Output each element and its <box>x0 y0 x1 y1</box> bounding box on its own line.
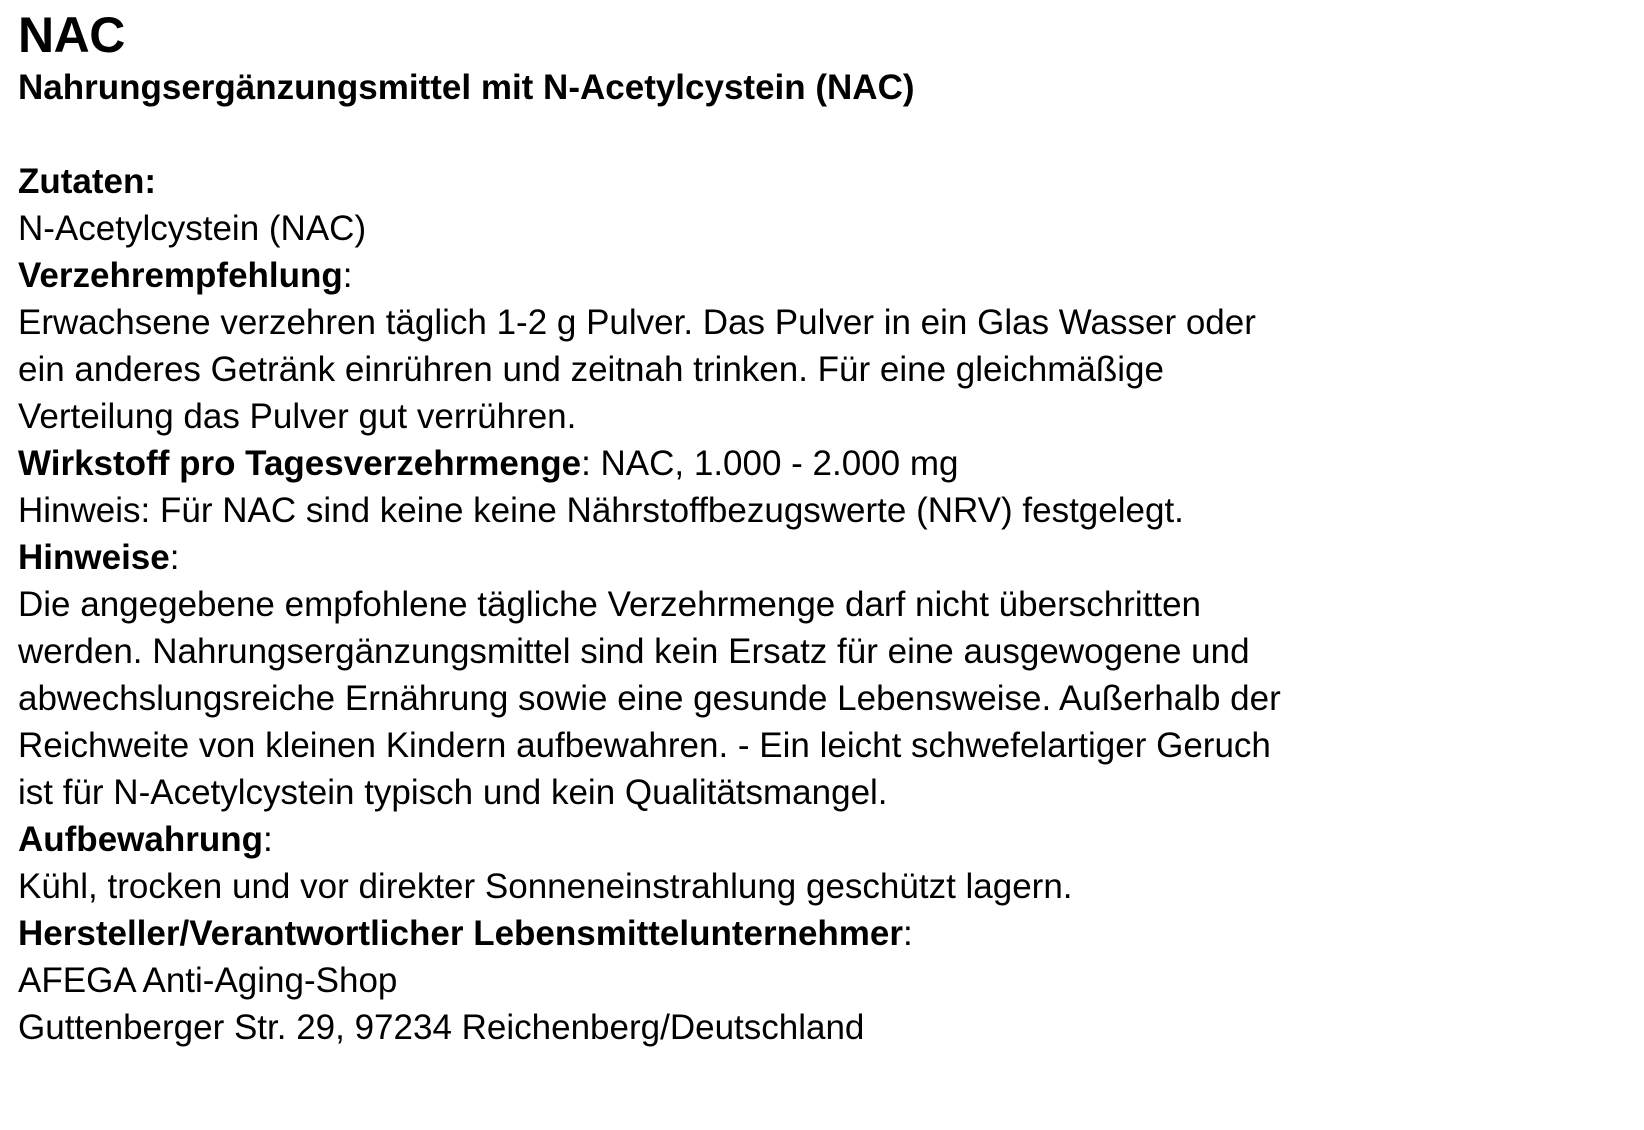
recommendation-heading-line <box>18 252 1628 299</box>
storage-colon: : <box>262 820 273 859</box>
manufacturer-heading-line <box>18 910 1628 957</box>
product-label-document <box>18 6 1628 1051</box>
notes-line: werden. Nahrungsergänzungsmittel sind kein Ersatz für eine ausgewogene und <box>18 632 1250 671</box>
recommendation-line: ein anderes Getränk einrühren und zeitnah trinken. Für eine gleichmäßige <box>18 350 1164 389</box>
manufacturer-section <box>18 910 1628 1051</box>
active-ingredient-note: Hinweis: Für NAC sind keine keine Nährstoffbezugswerte (NRV) festgelegt. <box>18 491 1184 530</box>
active-ingredient-heading: Wirkstoff pro Tagesverzehrmenge <box>18 444 582 483</box>
active-ingredient-line <box>18 440 1628 487</box>
ingredients-text: N-Acetylcystein (NAC) <box>18 209 367 248</box>
active-ingredient-value: : NAC, 1.000 - 2.000 mg <box>581 444 959 483</box>
storage-section <box>18 816 1628 910</box>
notes-line: abwechslungsreiche Ernährung sowie eine gesunde Lebensweise. Außerhalb der <box>18 679 1281 718</box>
product-title: NAC <box>18 7 125 63</box>
notes-heading-line <box>18 534 1628 581</box>
ingredients-heading: Zutaten: <box>18 162 157 201</box>
storage-heading: Aufbewahrung <box>18 820 263 859</box>
storage-text: Kühl, trocken und vor direkter Sonneneinstrahlung geschützt lagern. <box>18 867 1073 906</box>
notes-line: Reichweite von kleinen Kindern aufbewahren. - Ein leicht schwefelartiger Geruch <box>18 726 1271 765</box>
recommendation-heading: Verzehrempfehlung <box>18 256 343 295</box>
manufacturer-colon: : <box>903 914 913 953</box>
manufacturer-heading: Hersteller/Verantwortlicher Lebensmittelunternehmer <box>18 914 903 953</box>
recommendation-line: Verteilung das Pulver gut verrühren. <box>18 397 577 436</box>
recommendation-colon: : <box>342 256 353 295</box>
notes-heading: Hinweise <box>18 538 170 577</box>
notes-line: Die angegebene empfohlene tägliche Verzehrmenge darf nicht überschritten <box>18 585 1201 624</box>
notes-colon: : <box>169 538 180 577</box>
storage-heading-line <box>18 816 1628 863</box>
manufacturer-name: AFEGA Anti-Aging-Shop <box>18 961 398 1000</box>
manufacturer-address: Guttenberger Str. 29, 97234 Reichenberg/Deutschland <box>18 1008 865 1047</box>
notes-section <box>18 534 1628 816</box>
recommendation-line: Erwachsene verzehren täglich 1-2 g Pulver. Das Pulver in ein Glas Wasser oder <box>18 303 1256 342</box>
active-ingredient-section <box>18 440 1628 534</box>
notes-line: ist für N-Acetylcystein typisch und kein Qualitätsmangel. <box>18 773 888 812</box>
recommendation-section <box>18 252 1628 440</box>
product-subtitle: Nahrungsergänzungsmittel mit N-Acetylcystein (NAC) <box>18 68 915 107</box>
ingredients-section <box>18 158 1628 252</box>
